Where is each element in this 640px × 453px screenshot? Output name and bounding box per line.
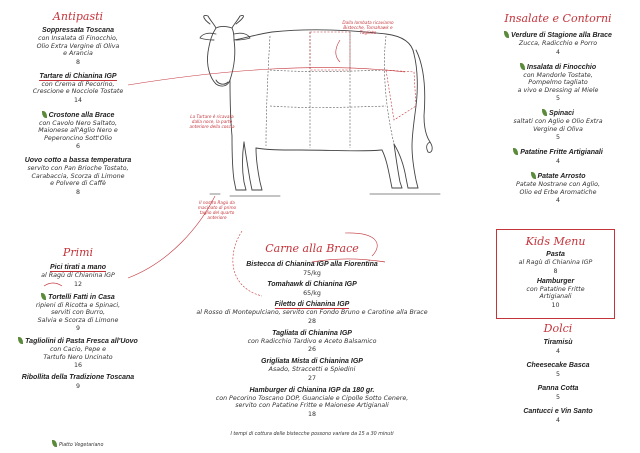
item-price: 27 [307, 374, 316, 382]
item-price: 5 [555, 95, 560, 102]
item-name: Pasta [546, 251, 565, 258]
item-desc: e Arancia [63, 50, 93, 57]
item-desc: Maionese all'Aglio Nero e [38, 127, 118, 134]
item-desc: al Rosso di Montepulciano, servito con Fondo Bruno e Carotine alla Brace [196, 309, 428, 316]
item-price: 4 [555, 417, 560, 424]
item-desc: Olio ed Erbe Aromatiche [519, 188, 597, 196]
item-name: Tomahawk di Chianina IGP [267, 281, 357, 288]
item-name: Pici tirati a mano [49, 264, 107, 271]
item-price: 4 [555, 348, 560, 355]
item-desc: Zucca, Radicchio e Porro [518, 40, 598, 47]
item-desc: con Radicchio Tardivo e Aceto Balsamico [247, 337, 377, 345]
item-desc: Peperoncino Sott'Olio [44, 134, 112, 142]
item-name: Tartare di Chianina IGP [39, 72, 117, 80]
item-desc: con Insalata di Finocchio, [38, 35, 118, 42]
item-name: Filetto di Chianina IGP [274, 301, 350, 308]
primi-title: Primi [62, 246, 94, 259]
item-price: 6 [75, 143, 80, 150]
item-desc: ripieni di Ricotta e Spinaci, [35, 301, 121, 309]
item-name: Hamburger [536, 277, 575, 285]
item-desc: con Patatine Fritte [526, 285, 585, 293]
item-price: 4 [555, 158, 560, 165]
item-name: Tagliata di Chianina IGP [272, 329, 352, 337]
item-name: Verdure di Stagione alla Brace [511, 32, 612, 39]
dolci-title: Dolci [543, 322, 573, 335]
item-name: Spinaci [549, 110, 574, 117]
item-price: 28 [307, 317, 316, 325]
kids-title: Kids Menu [525, 235, 586, 248]
item-price: 26 [307, 346, 316, 353]
item-name: Cantucci e Vin Santo [523, 408, 593, 415]
item-price: 8 [75, 188, 80, 196]
item-name: Bistecca di Chianina IGP alla Fiorentina [246, 261, 378, 268]
item-desc: al Ragù di Chianina IGP [518, 259, 593, 266]
annotation-lombata: Dalla lombata ricaviamo Bistecche, Tomahawk e Tagliate [342, 20, 394, 35]
item-price: 10 [551, 301, 560, 309]
item-desc: Asado, Straccetti e Spiedini [268, 366, 356, 373]
item-price: 5 [555, 134, 560, 141]
item-desc: Olio Extra Vergine di Oliva [36, 42, 120, 50]
item-price: 9 [75, 325, 80, 332]
item-name: Panna Cotta [537, 385, 579, 392]
item-desc: Tartufo Nero Uncinato [43, 353, 113, 361]
item-price: 8 [553, 267, 558, 275]
item-name: Hamburger di Chianina IGP da 180 gr. [249, 386, 375, 394]
item-price: 5 [555, 394, 560, 401]
item-name: Soppressata Toscana [41, 27, 115, 34]
item-name: Grigliata Mista di Chianina IGP [261, 358, 363, 365]
item-desc: Carabaccia, Scorza di Limone [31, 172, 125, 180]
item-desc: Salvia e Scorza di Limone [37, 316, 119, 324]
item-desc: Vergine di Oliva [533, 125, 583, 133]
item-name: Patate Arrosto [537, 173, 586, 180]
item-desc: servito con Patatine Fritte e Maionese Artigianali [235, 402, 389, 409]
annotation-ragu: Il nostro Ragù da macinato di primo taglio del quarto anteriore [197, 200, 237, 220]
item-desc: e Polvere di Caffè [50, 180, 106, 187]
item-name: Tiramisù [543, 339, 573, 346]
item-price: 9 [75, 383, 80, 390]
item-name: Patatine Fritte Artigianali [520, 149, 603, 156]
insalate-title: Insalate e Contorni [504, 12, 612, 25]
item-desc: Pompelmo tagliato [528, 79, 588, 86]
item-desc: Crescione e Nocciole Tostate [32, 88, 124, 95]
item-price: 75/kg [303, 270, 321, 277]
item-desc: con Pecorino Toscano DOP, Guanciale e Cipolle Sotto Cenere, [215, 394, 409, 402]
item-name: Tortelli Fatti in Casa [48, 293, 115, 301]
item-price: 18 [307, 410, 316, 418]
item-desc: a vivo e Dressing al Miele [517, 86, 599, 94]
item-name: Ribollita della Tradizione Toscana [21, 374, 135, 381]
item-desc: con Cacio, Pepe e [49, 346, 107, 353]
item-name: Uovo cotto a bassa temperatura [24, 157, 132, 164]
item-desc: saltati con Aglio e Olio Extra [513, 118, 603, 125]
item-price: 8 [75, 58, 80, 66]
antipasti-title: Antipasti [52, 10, 104, 23]
item-price: 4 [555, 197, 560, 204]
item-price: 65/kg [303, 290, 321, 297]
item-name: Crostone alla Brace [48, 111, 115, 119]
item-desc: servito con Pan Brioche Tostato, [27, 165, 129, 172]
item-desc: serviti con Burro, [50, 309, 106, 316]
item-desc: Patate Nostrane con Aglio, [516, 181, 600, 188]
item-desc: con Cavolo Nero Saltato, [38, 119, 118, 127]
item-price: 16 [73, 362, 82, 369]
legend-text: Piatto Vegetariano [59, 443, 104, 448]
item-price: 14 [73, 96, 82, 104]
item-name: Cheesecake Basca [526, 362, 590, 369]
annotation-tartare: La Tartare è ricavata dalla noce, la parte anteriore della coscia [189, 114, 235, 129]
item-desc: al Ragù di Chianina IGP [41, 272, 115, 279]
item-desc: con Crema di Pecorino, [41, 80, 115, 88]
item-name: Tagliolini di Pasta Fresca all'Uovo [25, 338, 138, 345]
item-desc: con Mandorle Tostate, [523, 71, 593, 79]
carne-title: Carne alla Brace [265, 242, 359, 255]
item-price: 5 [555, 371, 560, 378]
item-price: 12 [73, 280, 82, 288]
cooking-time-note: I tempi di cottura delle bistecche possono variare da 15 a 30 minuti [230, 432, 394, 437]
item-price: 4 [555, 48, 560, 56]
item-name: Insalata di Finocchio [526, 63, 597, 71]
item-desc: Artigianali [539, 293, 572, 300]
